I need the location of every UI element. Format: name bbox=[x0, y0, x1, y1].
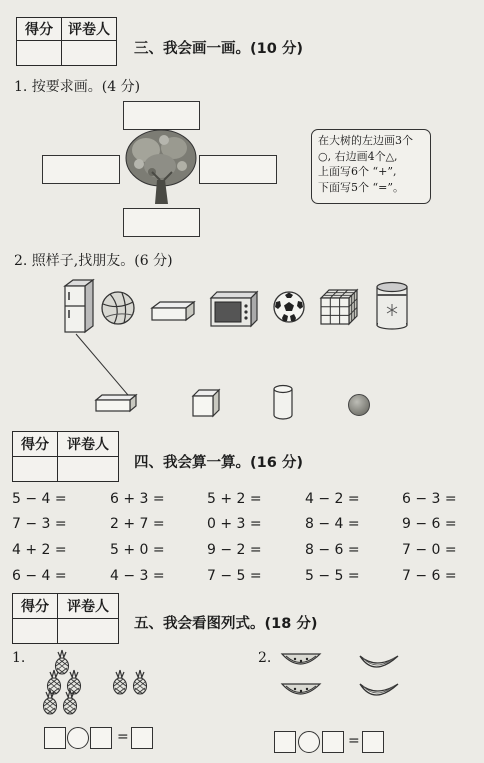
grader-label: 评卷人 bbox=[58, 594, 119, 619]
watermelon-slice-icon bbox=[282, 684, 320, 694]
answer-box[interactable] bbox=[90, 727, 112, 749]
calc-item: 8 − 4 = bbox=[305, 516, 360, 532]
section-4-title: 四、我会算一算。(16 分) bbox=[134, 455, 303, 471]
calc-item: 6 − 3 = bbox=[402, 491, 457, 507]
calc-item: 9 − 2 = bbox=[207, 542, 262, 558]
calc-item: 2 + 7 = bbox=[110, 516, 165, 532]
score-label: 得分 bbox=[13, 594, 58, 619]
fruit-group bbox=[276, 650, 406, 710]
pineapple-icon bbox=[56, 650, 69, 674]
calc-item: 8 − 6 = bbox=[305, 542, 360, 558]
calc-item: 9 − 6 = bbox=[402, 516, 457, 532]
calc-item: 6 + 3 = bbox=[110, 491, 165, 507]
score-table-4 bbox=[12, 431, 119, 482]
score-cell[interactable] bbox=[13, 619, 58, 644]
answer-box[interactable] bbox=[322, 731, 344, 753]
banana-icon bbox=[360, 656, 398, 667]
grader-label: 评卷人 bbox=[62, 18, 117, 41]
problem-2-label: 2. bbox=[258, 650, 272, 666]
cuboid-icon bbox=[94, 393, 138, 413]
cube-icon bbox=[191, 388, 221, 418]
calc-item: 0 + 3 = bbox=[207, 516, 262, 532]
equals-sign: = bbox=[117, 729, 129, 745]
section-3-title: 三、我会画一画。(10 分) bbox=[134, 41, 303, 57]
sphere-icon bbox=[347, 393, 371, 417]
question-1-title: 1. 按要求画。(4 分) bbox=[14, 79, 141, 95]
watermelon-slice-icon bbox=[282, 654, 320, 664]
problem-1-label: 1. bbox=[12, 650, 26, 666]
answer-box[interactable] bbox=[274, 731, 296, 753]
result-box[interactable] bbox=[362, 731, 384, 753]
operator-circle[interactable] bbox=[67, 727, 89, 749]
pineapple-group bbox=[40, 650, 160, 718]
calc-item: 7 − 3 = bbox=[12, 516, 67, 532]
calc-item: 7 − 5 = bbox=[207, 568, 262, 584]
calc-item: 5 − 4 = bbox=[12, 491, 67, 507]
calc-item: 7 − 0 = bbox=[402, 542, 457, 558]
question-2-title: 2. 照样子,找朋友。(6 分) bbox=[14, 253, 173, 269]
note-line-4: 下面写5个 “=”。 bbox=[318, 180, 404, 194]
operator-circle[interactable] bbox=[298, 731, 320, 753]
calc-item: 4 − 3 = bbox=[110, 568, 165, 584]
pineapple-icon bbox=[114, 670, 127, 694]
grader-cell[interactable] bbox=[58, 619, 119, 644]
calc-item: 4 + 2 = bbox=[12, 542, 67, 558]
grader-cell[interactable] bbox=[58, 457, 119, 482]
score-label: 得分 bbox=[17, 18, 62, 41]
calc-item: 7 − 6 = bbox=[402, 568, 457, 584]
cylinder-icon bbox=[272, 384, 294, 420]
calc-item: 4 − 2 = bbox=[305, 491, 360, 507]
equals-sign: = bbox=[348, 733, 360, 749]
section-5-title: 五、我会看图列式。(18 分) bbox=[134, 616, 318, 632]
answer-box[interactable] bbox=[44, 727, 66, 749]
note-line-2: ○, 右边画4个△, bbox=[318, 149, 398, 163]
grader-label: 评卷人 bbox=[58, 432, 119, 457]
note-line-3: 上面写6个 “+”, bbox=[318, 165, 397, 178]
calc-item: 6 − 4 = bbox=[12, 568, 67, 584]
banana-icon bbox=[360, 684, 398, 695]
calc-item: 5 − 5 = bbox=[305, 568, 360, 584]
pineapple-icon bbox=[134, 670, 147, 694]
calc-item: 5 + 2 = bbox=[207, 491, 262, 507]
result-box[interactable] bbox=[131, 727, 153, 749]
score-label: 得分 bbox=[13, 432, 58, 457]
score-cell[interactable] bbox=[13, 457, 58, 482]
score-table-5 bbox=[12, 593, 119, 644]
note-line-1: 在大树的左边画3个 bbox=[318, 134, 413, 147]
calc-item: 5 + 0 = bbox=[110, 542, 165, 558]
